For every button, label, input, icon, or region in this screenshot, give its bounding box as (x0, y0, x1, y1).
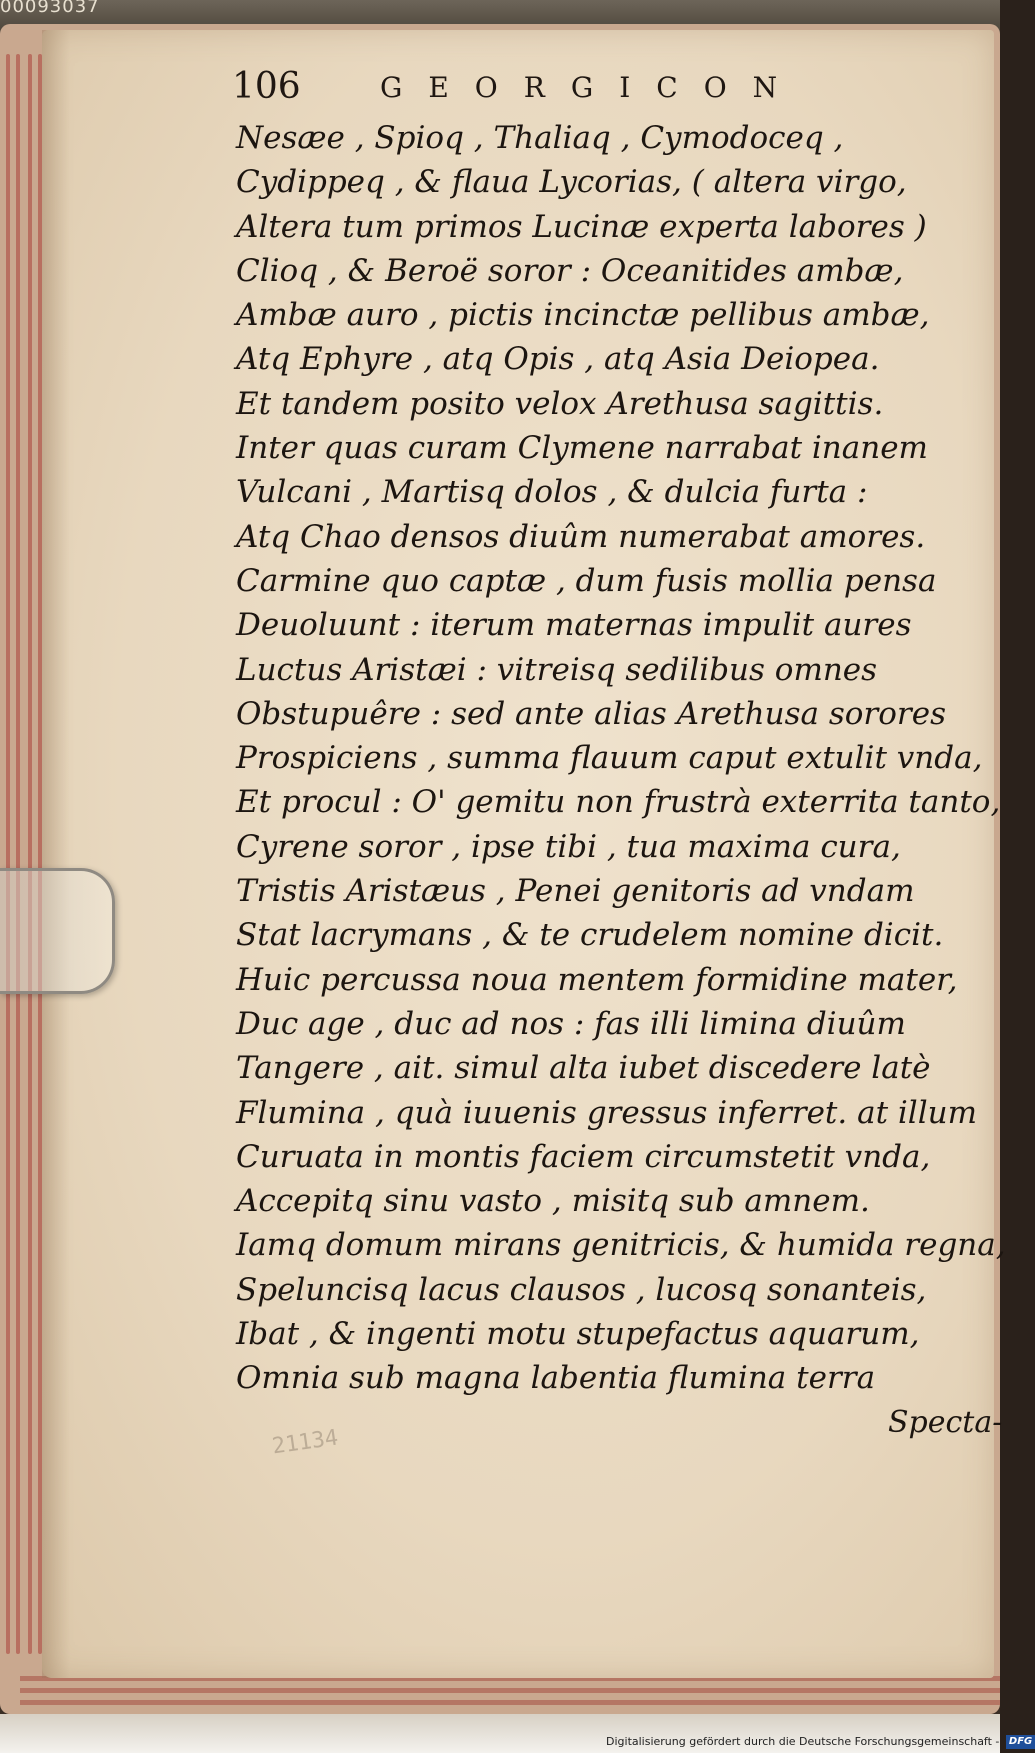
verse-line: Duc age , duc ad nos : fas illi limina diuûm (236, 1005, 906, 1042)
digitization-credit (606, 1733, 1035, 1751)
faint-stamp: 21134 (270, 1425, 340, 1460)
verse-line: Speluncisq lacus clausos , lucosq sonanteis, (236, 1271, 927, 1308)
verse-line: Flumina , quà iuuenis gressus inferret. at illum (236, 1094, 977, 1131)
verse-line: Carmine quo captæ , dum fusis mollia pensa (236, 562, 937, 599)
verse-line: Cydippeq , & flaua Lycorias, ( altera virgo, (236, 164, 907, 201)
verse-line: Cyrene soror , ipse tibi , tua maxima cura, (236, 828, 901, 865)
verse-line: Atq Chao densos diuûm numerabat amores. (236, 518, 926, 555)
running-head (232, 64, 832, 114)
verse-line: Tangere , ait. simul alta iubet discedere latè (236, 1050, 931, 1087)
page-clip (0, 868, 115, 994)
credit-text: Digitalisierung gefördert durch die Deutsche Forschungsgemeinschaft - (606, 1735, 1000, 1748)
page-edge-bottom (20, 1700, 1000, 1705)
verse-line: Et procul : O' gemitu non frustrà exterrita tanto, (236, 784, 1001, 821)
verse-line: Tristis Aristæus , Penei genitoris ad vndam (236, 873, 915, 910)
verse-line: Iamq domum mirans genitricis, & humida regna, (236, 1227, 1006, 1264)
dfg-logo-icon: DFG (1006, 1735, 1035, 1749)
verse-line: Deuoluunt : iterum maternas impulit aures (236, 607, 912, 644)
verse-line: Vulcani , Martisq dolos , & dulcia furta : (236, 474, 868, 511)
verse-line: Nesæe , Spioq , Thaliaq , Cymodoceq , (236, 120, 844, 156)
verse-line: Atq Ephyre , atq Opis , atq Asia Deiopea. (236, 341, 880, 378)
catchword: Specta- (888, 1405, 1003, 1440)
verse-line: Stat lacrymans , & te crudelem nomine dicit. (236, 917, 944, 954)
verse-line: Inter quas curam Clymene narrabat inanem (236, 430, 928, 467)
page-gutter-shadow (42, 30, 70, 1678)
verse-line: Ambæ auro , pictis incinctæ pellibus ambæ, (236, 297, 930, 334)
verse-text (236, 116, 1006, 1401)
running-title: GEORGICON (380, 71, 804, 104)
verse-line: Omnia sub magna labentia flumina terra (236, 1360, 876, 1397)
scan-id-label: 00093037 (0, 0, 100, 17)
verse-line: Et tandem posito velox Arethusa sagittis. (236, 385, 884, 422)
verse-line: Accepitq sinu vasto , misitq sub amnem. (236, 1183, 870, 1220)
verse-line: Ibat , & ingenti motu stupefactus aquarum, (236, 1316, 920, 1353)
page-edge-line (16, 54, 20, 1654)
verse-line: Curuata in montis faciem circumstetit vnda, (236, 1138, 931, 1175)
page-edge-line (6, 54, 10, 1654)
page-edge-bottom (20, 1688, 1000, 1693)
verse-line: Prospiciens , summa flauum caput extulit vnda, (236, 740, 983, 777)
verse-line: Obstupuêre : sed ante alias Arethusa sorores (236, 695, 946, 732)
verse-line: Huic percussa noua mentem formidine mater, (236, 961, 958, 998)
page-number: 106 (232, 66, 301, 107)
page-edge-line (28, 54, 32, 1654)
verse-line: Altera tum primos Lucinæ experta labores ) (236, 208, 927, 245)
verse-line: Luctus Aristæi : vitreisq sedilibus omnes (236, 651, 878, 688)
verse-line: Clioq , & Beroë soror : Oceanitides ambæ, (236, 252, 904, 289)
